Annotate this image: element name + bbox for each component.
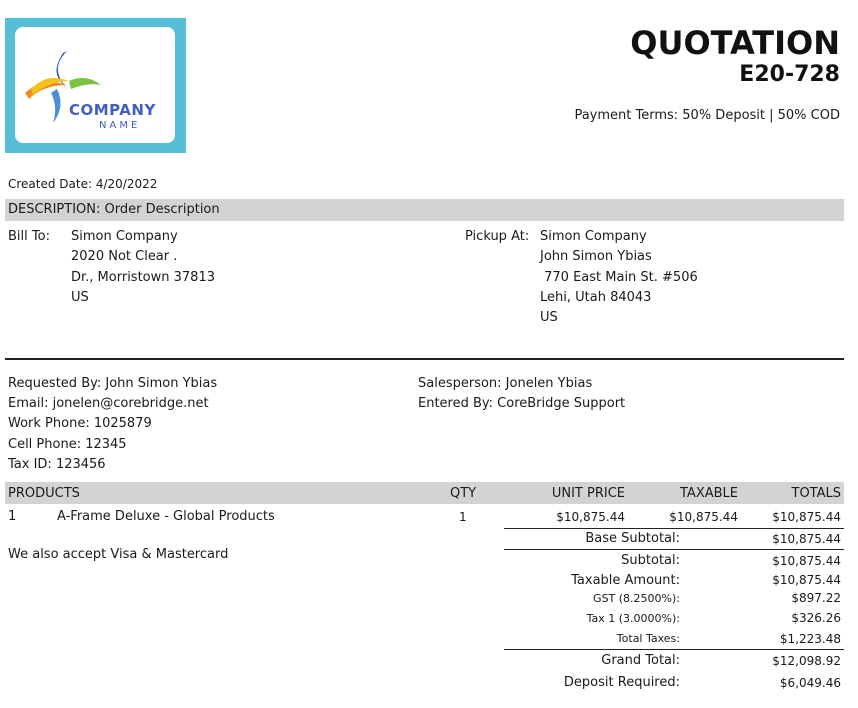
col-unit-price: UNIT PRICE — [551, 486, 625, 501]
base-subtotal-value: $10,875.44 — [772, 532, 841, 546]
section-divider — [5, 358, 844, 360]
taxable-amount-value: $10,875.44 — [772, 573, 841, 587]
total-taxes-value: $1,223.48 — [779, 632, 841, 646]
pickup-at-line: Lehi, Utah 84043 — [540, 290, 652, 305]
tax1-label: Tax 1 (3.0000%): — [586, 612, 680, 625]
product-total: $10,875.44 — [772, 510, 841, 524]
bill-to-label: Bill To: — [8, 229, 50, 244]
product-name: A-Frame Deluxe - Global Products — [57, 509, 275, 524]
col-qty: QTY — [450, 486, 477, 501]
grand-total-value: $12,098.92 — [772, 654, 841, 668]
bill-to-line: US — [71, 290, 89, 305]
email: Email: jonelen@corebridge.net — [8, 396, 209, 411]
pickup-at-line: John Simon Ybias — [540, 249, 652, 264]
col-products: PRODUCTS — [8, 486, 80, 501]
pickup-at-line: 770 East Main St. #506 — [540, 270, 698, 285]
pickup-at-line: Simon Company — [540, 229, 647, 244]
description-text: DESCRIPTION: Order Description — [8, 202, 220, 217]
base-subtotal-label: Base Subtotal: — [585, 531, 680, 546]
subtotal-value: $10,875.44 — [772, 554, 841, 568]
totals-divider — [504, 649, 844, 650]
gst-value: $897.22 — [791, 591, 841, 605]
deposit-required-label: Deposit Required: — [563, 675, 680, 690]
deposit-required-value: $6,049.46 — [779, 676, 841, 690]
pickup-at-label: Pickup At: — [465, 229, 530, 244]
cell-phone: Cell Phone: 12345 — [8, 437, 127, 452]
tax-id: Tax ID: 123456 — [8, 457, 106, 472]
bill-to-line: Dr., Morristown 37813 — [71, 270, 215, 285]
product-taxable: $10,875.44 — [669, 510, 738, 524]
entered-by: Entered By: CoreBridge Support — [418, 396, 626, 411]
bill-to-line: 2020 Not Clear . — [71, 249, 178, 264]
total-taxes-label: Total Taxes: — [616, 632, 680, 645]
totals-divider — [504, 528, 844, 529]
logo-name-text: NAME — [99, 120, 141, 131]
logo-company-text: COMPANY — [69, 101, 156, 119]
pickup-at-line: US — [540, 310, 558, 325]
gst-label: GST (8.2500%): — [593, 592, 680, 605]
totals-divider — [504, 549, 844, 550]
subtotal-label: Subtotal: — [621, 553, 680, 568]
row-number: 1 — [8, 509, 17, 524]
col-totals: TOTALS — [791, 486, 841, 501]
logo-panel — [15, 27, 175, 143]
document-title: QUOTATION — [630, 24, 840, 62]
requested-by: Requested By: John Simon Ybias — [8, 376, 218, 391]
created-date: Created Date: 4/20/2022 — [8, 177, 158, 191]
salesperson: Salesperson: Jonelen Ybias — [418, 376, 593, 391]
payment-terms: Payment Terms: 50% Deposit | 50% COD — [574, 108, 840, 123]
taxable-amount-label: Taxable Amount: — [571, 573, 680, 588]
product-qty: 1 — [459, 510, 467, 524]
payment-note: We also accept Visa & Mastercard — [8, 547, 229, 562]
tax1-value: $326.26 — [791, 611, 841, 625]
company-logo — [5, 18, 186, 153]
product-unit-price: $10,875.44 — [556, 510, 625, 524]
quotation-number: E20-728 — [739, 62, 840, 87]
grand-total-label: Grand Total: — [601, 653, 680, 668]
work-phone: Work Phone: 1025879 — [8, 416, 152, 431]
bill-to-line: Simon Company — [71, 229, 178, 244]
col-taxable: TAXABLE — [680, 486, 738, 501]
